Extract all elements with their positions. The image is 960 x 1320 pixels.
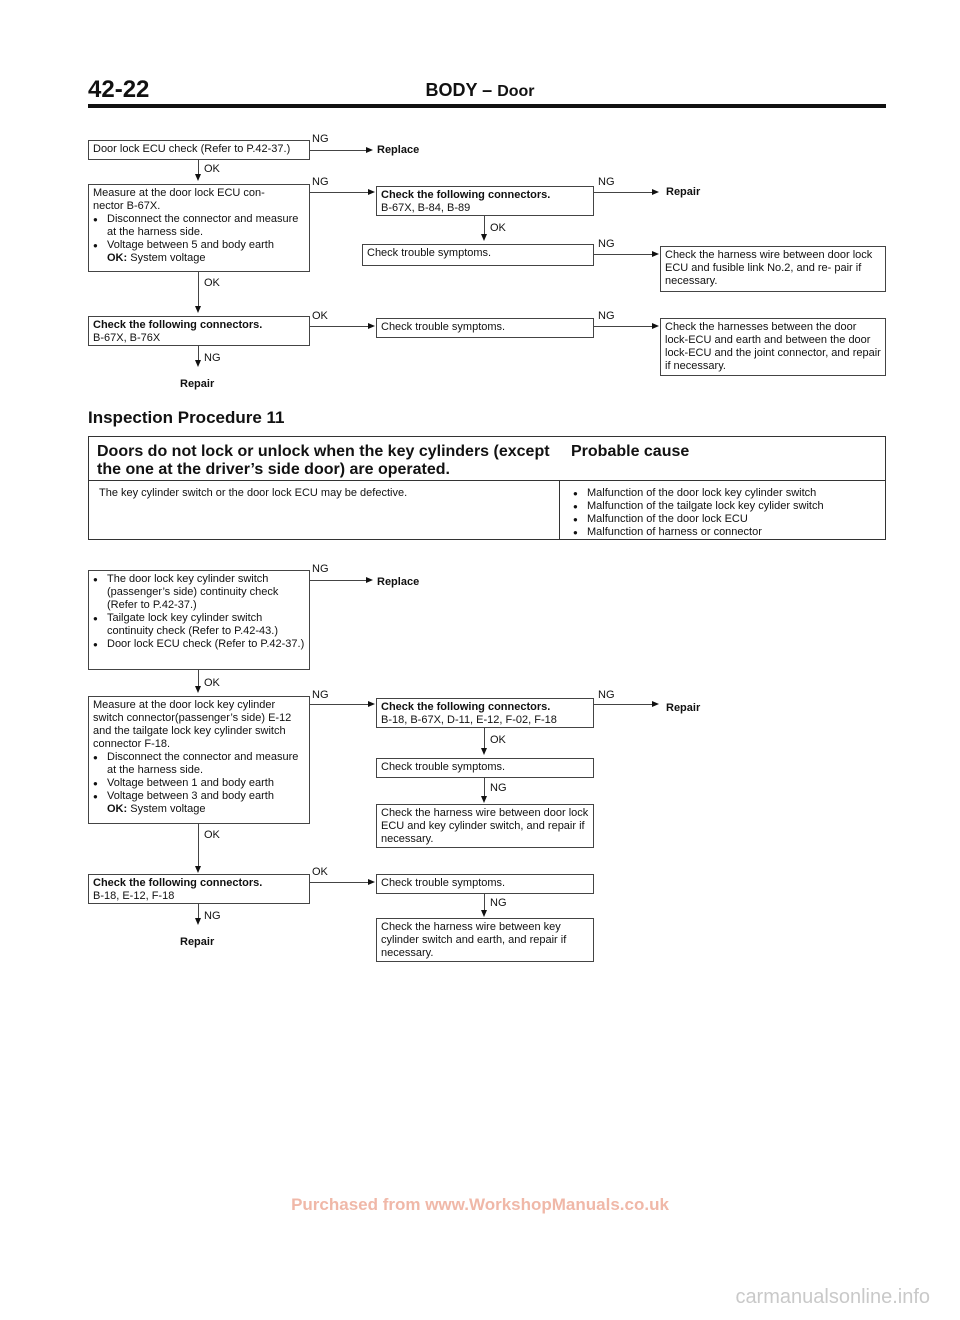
page-number: 42-22 xyxy=(88,76,150,103)
connector-line xyxy=(310,326,368,327)
connector-line xyxy=(594,326,652,327)
ng-label: NG xyxy=(490,782,507,794)
connectors-box: Check the following connectors. B-18, E-12, F-18 xyxy=(88,874,310,904)
title-dash: – xyxy=(482,80,493,100)
symptom-description: The key cylinder switch or the door lock ECU may be defective. xyxy=(99,487,408,499)
connector-line xyxy=(310,882,368,883)
connectors-box: Check the following connectors. B-67X, B-76X xyxy=(88,316,310,346)
harness-box: Check the harness wire between key cylinder switch and earth, and repair if necessary. xyxy=(376,918,594,962)
title-main: BODY xyxy=(425,80,478,100)
arrow-right xyxy=(366,147,373,153)
connector-line xyxy=(484,778,485,798)
continuity-check-box: ● The door lock key cylinder switch (passenger’s side) continuity check (Refer to P.42-37.) ● Tailgate lock key cylinder switch continuity check (Refer to P.42-43.) ● Door lock ECU check (Refer to P.42-37.) xyxy=(88,570,310,670)
purchase-watermark: Purchased from www.WorkshopManuals.co.uk xyxy=(291,1195,669,1214)
ok-label: OK xyxy=(312,866,328,878)
arrow-right xyxy=(652,251,659,257)
ok-label: OK xyxy=(490,734,506,746)
connector-line xyxy=(198,272,199,308)
site-watermark: carmanualsonline.info xyxy=(735,1286,930,1308)
ok-label: OK xyxy=(204,829,220,841)
ng-label: NG xyxy=(598,310,615,322)
arrow-down xyxy=(481,748,487,755)
connector-line xyxy=(198,904,199,918)
ng-label: NG xyxy=(312,176,329,188)
connector-line xyxy=(198,160,199,174)
harness-box: Check the harnesses between the door lock-ECU and earth and between the door lock-ECU and the joint connector, and repair if necessary. xyxy=(660,318,886,376)
arrow-right xyxy=(652,701,659,707)
replace-label: Replace xyxy=(377,144,420,156)
ng-label: NG xyxy=(312,133,329,145)
ok-label: OK xyxy=(204,277,220,289)
ok-label: OK xyxy=(204,677,220,689)
table-column-rule xyxy=(559,480,560,539)
arrow-right xyxy=(366,577,373,583)
header-rule xyxy=(88,104,886,108)
repair-label: Repair xyxy=(666,186,701,198)
connector-line xyxy=(310,192,368,193)
table-rule xyxy=(89,480,885,481)
connector-line xyxy=(484,728,485,748)
harness-box: Check the harness wire between door lock ECU and fusible link No.2, and re- pair if necessary. xyxy=(660,246,886,292)
arrow-down xyxy=(481,910,487,917)
procedure-heading: Inspection Procedure 11 xyxy=(88,408,285,427)
replace-label: Replace xyxy=(377,576,420,588)
connector-line xyxy=(198,824,199,868)
ok-label: OK xyxy=(204,163,220,175)
probable-cause-header: Probable cause xyxy=(571,443,690,460)
arrow-down xyxy=(195,866,201,873)
arrow-right xyxy=(368,323,375,329)
ng-label: NG xyxy=(490,897,507,909)
arrow-right xyxy=(652,323,659,329)
arrow-down xyxy=(195,174,201,181)
arrow-down xyxy=(195,360,201,367)
arrow-right xyxy=(368,879,375,885)
measure-box: Measure at the door lock ECU con- nector B-67X. ● Disconnect the connector and measure at the harness side. ● Voltage between 5 and body earth OK: System voltage xyxy=(88,184,310,272)
trouble-box: Check trouble symptoms. xyxy=(376,318,594,338)
arrow-down xyxy=(195,306,201,313)
measure-box: Measure at the door lock key cylinder switch connector(passenger’s side) E-12 and the tailgate lock key cylinder switch connector F-18. ● Disconnect the connector and measure at the harness side. ● Voltage between 1 and body earth ● Voltage between 3 and body earth OK: System voltage xyxy=(88,696,310,824)
connector-line xyxy=(594,704,654,705)
repair-label: Repair xyxy=(180,378,215,390)
connector-line xyxy=(594,192,654,193)
title-sub: Door xyxy=(497,83,535,100)
trouble-box: Check trouble symptoms. xyxy=(362,244,594,266)
cause-list xyxy=(569,487,824,539)
arrow-down xyxy=(195,918,201,925)
cause-item: ● Malfunction of the door lock ECU xyxy=(587,513,824,526)
cause-item: ● Malfunction of the door lock key cylinder switch xyxy=(587,487,824,500)
trouble-box: Check trouble symptoms. xyxy=(376,874,594,894)
page-title xyxy=(0,80,960,101)
arrow-down xyxy=(195,686,201,693)
arrow-down xyxy=(481,796,487,803)
symptom-title: Doors do not lock or unlock when the key cylinders (except the one at the driver’s side door) are operated. xyxy=(97,443,550,478)
ok-label: OK xyxy=(490,222,506,234)
connector-line xyxy=(310,150,368,151)
connector-line xyxy=(310,704,368,705)
ng-label: NG xyxy=(598,238,615,250)
repair-label: Repair xyxy=(666,702,701,714)
cause-item: ● Malfunction of harness or connector xyxy=(587,526,824,539)
connector-line xyxy=(198,670,199,686)
harness-box: Check the harness wire between door lock ECU and key cylinder switch, and repair if necessary. xyxy=(376,804,594,848)
arrow-down xyxy=(481,234,487,241)
cause-item: ● Malfunction of the tailgate lock key cylider switch xyxy=(587,500,824,513)
symptom-table xyxy=(88,436,886,540)
arrow-right xyxy=(652,189,659,195)
ng-label: NG xyxy=(598,689,615,701)
repair-label: Repair xyxy=(180,936,215,948)
connector-line xyxy=(310,580,368,581)
ng-label: NG xyxy=(312,689,329,701)
ng-label: NG xyxy=(204,910,221,922)
ecu-check-box: Door lock ECU check (Refer to P.42-37.) xyxy=(88,140,310,160)
trouble-box: Check trouble symptoms. xyxy=(376,758,594,778)
arrow-right xyxy=(368,189,375,195)
ng-label: NG xyxy=(204,352,221,364)
connector-line xyxy=(198,346,199,360)
ng-label: NG xyxy=(598,176,615,188)
arrow-right xyxy=(368,701,375,707)
connector-line xyxy=(484,216,485,234)
ok-label: OK xyxy=(312,310,328,322)
ng-label: NG xyxy=(312,563,329,575)
connectors-box: Check the following connectors. B-67X, B-84, B-89 xyxy=(376,186,594,216)
connectors-box: Check the following connectors. B-18, B-67X, D-11, E-12, F-02, F-18 xyxy=(376,698,594,728)
connector-line xyxy=(594,254,652,255)
